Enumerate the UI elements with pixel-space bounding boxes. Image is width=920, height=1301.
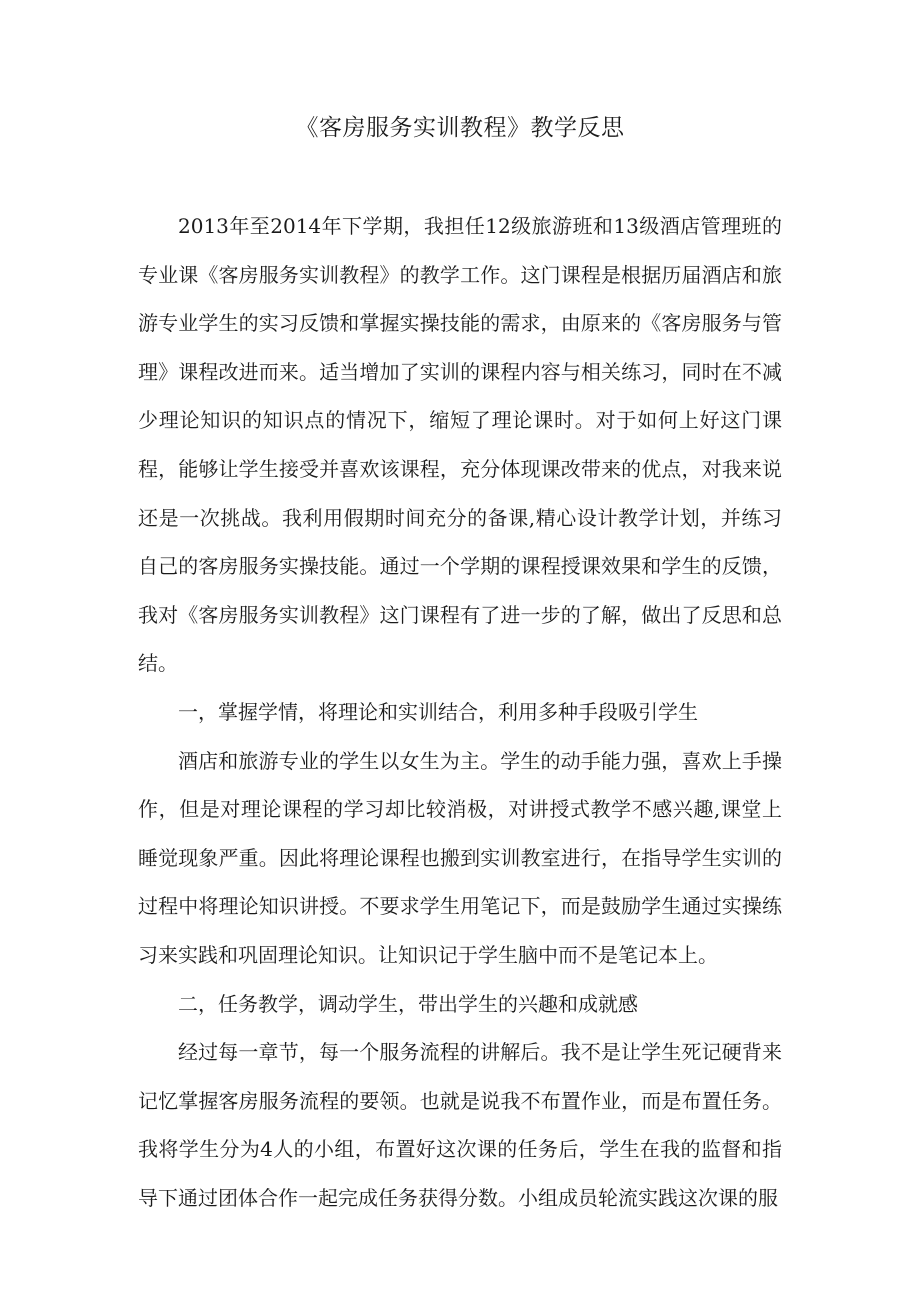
section-heading-2: 二，任务教学，调动学生，带出学生的兴趣和成就感 — [178, 991, 638, 1016]
paragraph-section-1: 酒店和旅游专业的学生以女生为主。学生的动手能力强，喜欢上手操作，但是对理论课程的学习却比较消极，对讲授式教学不感兴趣,课堂上睡觉现象严重。因此将理论课程也搬到实训教室进行，在指导学生实训的过程中将理论知识讲授。不要求学生用笔记下，而是鼓励学生通过实操练习来实践和巩固理论知识。让知识记于学生脑中而不是笔记本上。 — [138, 748, 782, 967]
section-heading-1: 一，掌握学情，将理论和实训结合，利用多种手段吸引学生 — [178, 699, 698, 724]
paragraph-intro: 2013年至2014年下学期，我担任12级旅游班和13级酒店管理班的专业课《客房服务实训教程》的教学工作。这门课程是根据历届酒店和旅游专业学生的实习反馈和掌握实操技能的需求，由原来的《客房服务与管理》课程改进而来。适当增加了实训的课程内容与相关练习，同时在不减少理论知识的知识点的情况下，缩短了理论课时。对于如何上好这门课程，能够让学生接受并喜欢该课程，充分体现课改带来的优点，对我来说还是一次挑战。我利用假期时间充分的备课,精心设计教学计划，并练习自己的客房服务实操技能。通过一个学期的课程授课效果和学生的反馈，我对《客房服务实训教程》这门课程有了进一步的了解，做出了反思和总结。 — [138, 214, 782, 676]
document-title: 《客房服务实训教程》教学反思 — [295, 115, 625, 141]
document-body — [138, 202, 782, 1222]
paragraph-section-2: 经过每一章节，每一个服务流程的讲解后。我不是让学生死记硬背来记忆掌握客房服务流程的要领。也就是说我不布置作业，而是布置任务。我将学生分为4人的小组，布置好这次课的任务后，学生在我的监督和指导下通过团体合作一起完成任务获得分数。小组成员轮流实践这次课的服 — [138, 1040, 782, 1210]
